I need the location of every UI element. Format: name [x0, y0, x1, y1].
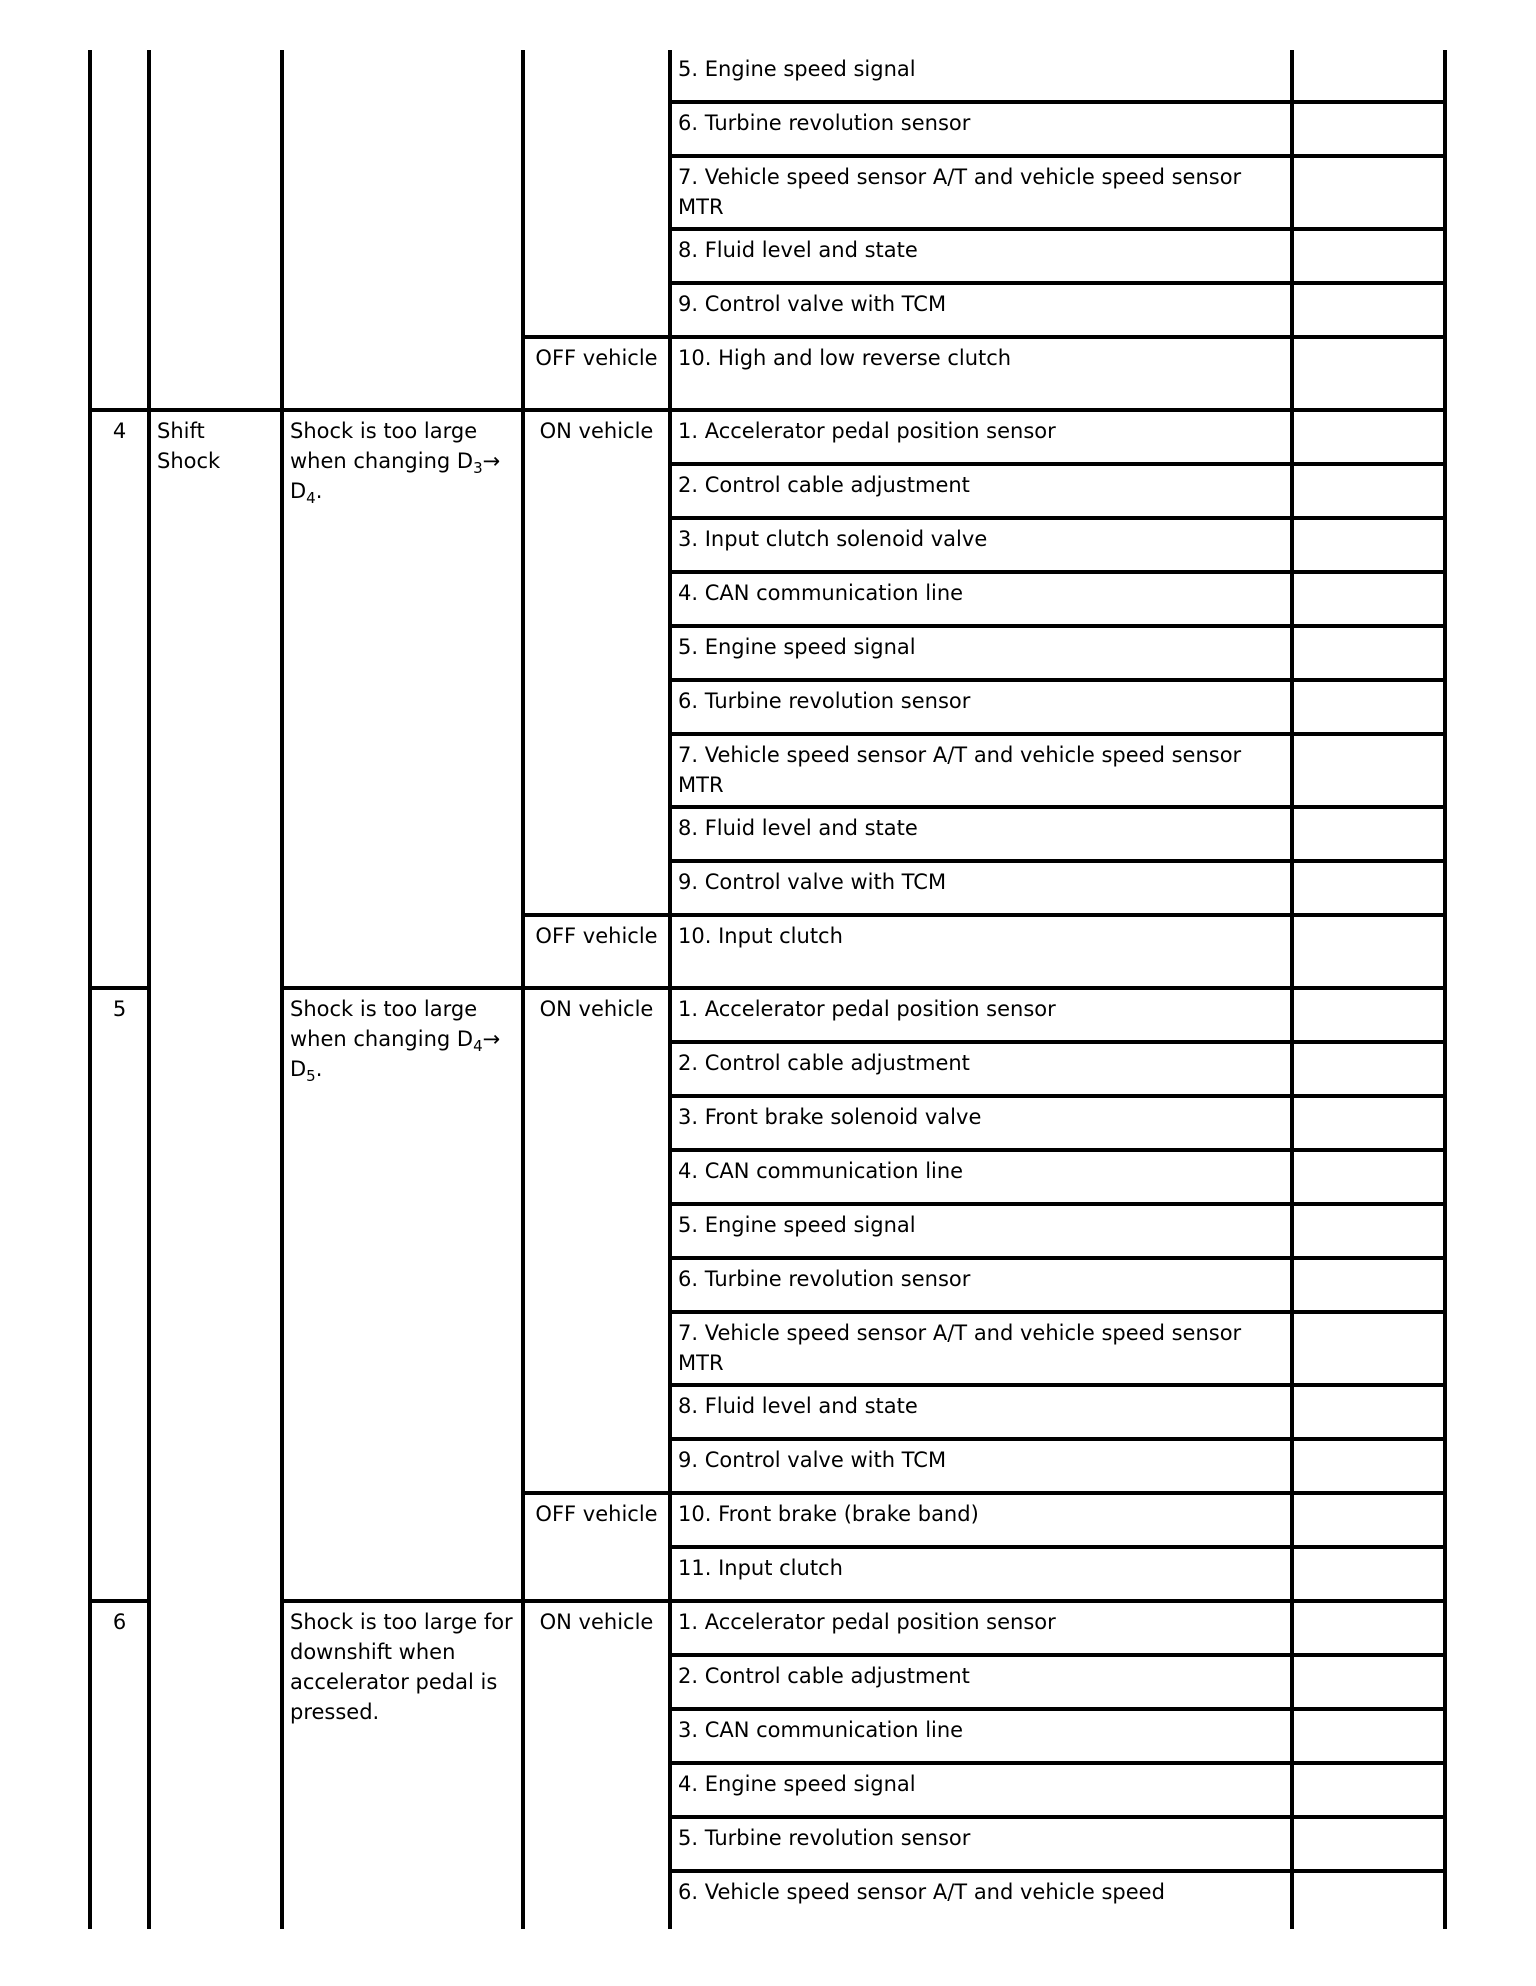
- check-result-cell: [1294, 990, 1443, 1040]
- check-item: 1. Accelerator pedal position sensor: [672, 990, 1290, 1040]
- check-result-cell: [1294, 104, 1443, 154]
- condition-cell: ON vehicle: [525, 1603, 668, 1929]
- check-item: 2. Control cable adjustment: [672, 466, 1290, 516]
- check-result-cell: [1294, 1873, 1443, 1929]
- check-result-cell: [1294, 736, 1443, 805]
- check-item: 9. Control valve with TCM: [672, 1441, 1290, 1491]
- check-result-cell: [1294, 1206, 1443, 1256]
- check-item: 8. Fluid level and state: [672, 809, 1290, 859]
- check-result-cell: [1294, 628, 1443, 678]
- check-item: 9. Control valve with TCM: [672, 285, 1290, 335]
- diagnosis-table: [88, 50, 1447, 1929]
- symptom-text: .: [315, 1057, 323, 1081]
- condition-cell: ON vehicle: [525, 990, 668, 1491]
- check-result-cell: [1294, 574, 1443, 624]
- check-result-cell: [1294, 1044, 1443, 1094]
- condition-cell: OFF vehicle: [525, 339, 668, 408]
- check-item: 2. Control cable adjustment: [672, 1044, 1290, 1094]
- check-item: 10. Input clutch: [672, 917, 1290, 986]
- check-result-cell: [1294, 520, 1443, 570]
- check-result-cell: [1294, 1549, 1443, 1599]
- condition-cell: OFF vehicle: [525, 1495, 668, 1599]
- check-result-cell: [1294, 339, 1443, 408]
- symptom-cell: [284, 1603, 521, 1929]
- item-number: 4: [92, 412, 147, 986]
- symptom-cell: [284, 412, 521, 986]
- check-item: 3. Front brake solenoid valve: [672, 1098, 1290, 1148]
- symptom-cell: [284, 50, 521, 408]
- check-item: 3. Input clutch solenoid valve: [672, 520, 1290, 570]
- check-result-cell: [1294, 1819, 1443, 1869]
- check-item: 9. Control valve with TCM: [672, 863, 1290, 913]
- category-cell: [151, 50, 280, 408]
- check-result-cell: [1294, 50, 1443, 100]
- check-item: 4. Engine speed signal: [672, 1765, 1290, 1815]
- gear-subscript: 3: [473, 459, 483, 477]
- symptom-text: Shock is too large when changing D: [290, 419, 478, 473]
- symptom-text: Shock is too large for downshift when accelerator pedal is pressed.: [290, 1610, 513, 1724]
- check-item: 5. Engine speed signal: [672, 50, 1290, 100]
- check-item: 6. Vehicle speed sensor A/T and vehicle speed: [672, 1873, 1290, 1929]
- check-result-cell: [1294, 1260, 1443, 1310]
- check-item: 5. Turbine revolution sensor: [672, 1819, 1290, 1869]
- check-result-cell: [1294, 1152, 1443, 1202]
- symptom-text: .: [315, 479, 323, 503]
- check-item: 1. Accelerator pedal position sensor: [672, 1603, 1290, 1653]
- check-item: 7. Vehicle speed sensor A/T and vehicle speed sensor MTR: [672, 736, 1290, 805]
- check-result-cell: [1294, 1765, 1443, 1815]
- check-item: 3. CAN communication line: [672, 1711, 1290, 1761]
- check-item: 7. Vehicle speed sensor A/T and vehicle speed sensor MTR: [672, 1314, 1290, 1383]
- symptom-text: Shock is too large when changing D: [290, 997, 478, 1051]
- check-result-cell: [1294, 1711, 1443, 1761]
- check-result-cell: [1294, 158, 1443, 227]
- category-cell: Shift Shock: [151, 412, 280, 1929]
- check-item: 5. Engine speed signal: [672, 628, 1290, 678]
- check-item: 8. Fluid level and state: [672, 231, 1290, 281]
- check-result-cell: [1294, 1314, 1443, 1383]
- check-item: 4. CAN communication line: [672, 574, 1290, 624]
- gear-subscript: 4: [306, 489, 316, 507]
- check-result-cell: [1294, 1495, 1443, 1545]
- check-result-cell: [1294, 466, 1443, 516]
- check-result-cell: [1294, 1387, 1443, 1437]
- check-item: 11. Input clutch: [672, 1549, 1290, 1599]
- symptom-cell: [284, 990, 521, 1599]
- gear-subscript: 5: [306, 1067, 316, 1085]
- check-result-cell: [1294, 1657, 1443, 1707]
- check-item: 8. Fluid level and state: [672, 1387, 1290, 1437]
- condition-cell: [525, 50, 668, 335]
- check-item: 6. Turbine revolution sensor: [672, 104, 1290, 154]
- check-item: 7. Vehicle speed sensor A/T and vehicle speed sensor MTR: [672, 158, 1290, 227]
- check-result-cell: [1294, 285, 1443, 335]
- item-number: 5: [92, 990, 147, 1599]
- check-item: 4. CAN communication line: [672, 1152, 1290, 1202]
- check-result-cell: [1294, 1603, 1443, 1653]
- check-item: 10. High and low reverse clutch: [672, 339, 1290, 408]
- check-item: 6. Turbine revolution sensor: [672, 682, 1290, 732]
- check-result-cell: [1294, 1098, 1443, 1148]
- check-item: 5. Engine speed signal: [672, 1206, 1290, 1256]
- condition-cell: ON vehicle: [525, 412, 668, 913]
- gear-subscript: 4: [473, 1037, 483, 1055]
- item-number: [92, 50, 147, 408]
- check-result-cell: [1294, 682, 1443, 732]
- check-item: 2. Control cable adjustment: [672, 1657, 1290, 1707]
- check-item: 1. Accelerator pedal position sensor: [672, 412, 1290, 462]
- check-item: 10. Front brake (brake band): [672, 1495, 1290, 1545]
- check-result-cell: [1294, 917, 1443, 986]
- check-result-cell: [1294, 1441, 1443, 1491]
- check-result-cell: [1294, 809, 1443, 859]
- check-result-cell: [1294, 863, 1443, 913]
- check-result-cell: [1294, 231, 1443, 281]
- item-number: 6: [92, 1603, 147, 1929]
- check-result-cell: [1294, 412, 1443, 462]
- check-item: 6. Turbine revolution sensor: [672, 1260, 1290, 1310]
- condition-cell: OFF vehicle: [525, 917, 668, 986]
- symptom-text: → D: [290, 1027, 501, 1081]
- symptom-text: → D: [290, 449, 501, 503]
